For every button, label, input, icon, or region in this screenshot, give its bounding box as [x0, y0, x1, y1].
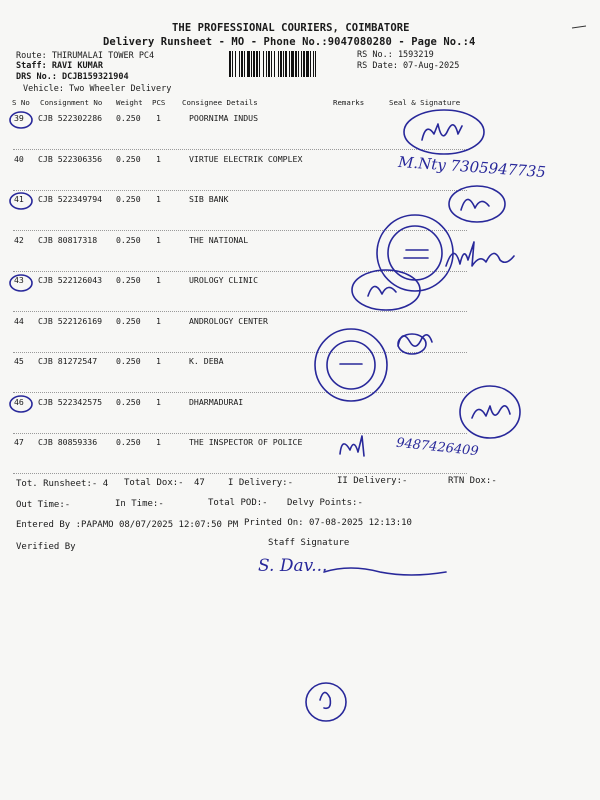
- col-seal-signature: Seal & Signature: [389, 98, 461, 107]
- row-weight: 0.250: [116, 154, 141, 164]
- corner-mark-icon: [570, 18, 590, 34]
- col-weight: Weight: [116, 98, 143, 107]
- in-time: In Time:-: [115, 499, 164, 509]
- rs-number: RS No.: 1593219: [357, 50, 434, 60]
- row-sno: 42: [14, 235, 24, 245]
- row-divider: [13, 433, 467, 434]
- signature-42: [440, 236, 520, 276]
- runsheet-title: Delivery Runsheet - MO - Phone No.:9047080280 - Page No.:4: [103, 36, 476, 48]
- row-weight: 0.250: [116, 275, 141, 285]
- row-pcs: 1: [156, 397, 161, 407]
- row-consignment: CJB 522342575: [38, 397, 103, 407]
- row-consignee: UROLOGY CLINIC: [189, 275, 259, 285]
- printed-on: Printed On: 07-08-2025 12:13:10: [244, 518, 412, 528]
- ii-delivery: II Delivery:-: [337, 476, 408, 486]
- row-consignee: THE INSPECTOR OF POLICE: [189, 437, 303, 447]
- handwritten-circle-41: [8, 190, 34, 212]
- total-dox-label: Total Dox:-: [124, 478, 184, 488]
- route-label: Route: THIRUMALAI TOWER PC4: [16, 51, 155, 61]
- total-pod: Total POD:-: [208, 498, 268, 508]
- row-weight: 0.250: [116, 437, 141, 447]
- row-consignee: THE NATIONAL: [189, 235, 249, 245]
- table-row: [0, 275, 600, 291]
- staff-signature-label: Staff Signature: [268, 538, 350, 548]
- row-divider: [13, 149, 467, 150]
- handwritten-circle-46: [8, 393, 34, 415]
- row-weight: 0.250: [116, 235, 141, 245]
- row-pcs: 1: [156, 275, 161, 285]
- handwritten-note-40: M.Nty 7305947735: [397, 152, 547, 182]
- row-consignment: CJB 522302286: [38, 113, 103, 123]
- table-row: [0, 356, 600, 372]
- row-pcs: 1: [156, 194, 161, 204]
- row-weight: 0.250: [116, 316, 141, 326]
- row-sno: 44: [14, 316, 24, 326]
- handwritten-note-47: 9487426409: [395, 435, 480, 460]
- row-divider: [13, 392, 467, 393]
- row-consignment: CJB 80817318: [38, 235, 98, 245]
- row-consignee: VIRTUE ELECTRIK COMPLEX: [189, 154, 303, 164]
- col-sno: S No: [12, 98, 30, 107]
- row-consignment: CJB 81272547: [38, 356, 98, 366]
- signature-46: [456, 380, 528, 444]
- seal-cbe: [308, 322, 394, 408]
- col-remarks: Remarks: [333, 98, 365, 107]
- signature-43: [348, 266, 428, 316]
- signature-45: [392, 322, 438, 362]
- rtn-dox: RTN Dox:-: [448, 476, 497, 486]
- staff-label: Staff: RAVI KUMAR: [16, 61, 103, 71]
- row-consignment: CJB 80859336: [38, 437, 98, 447]
- table-row: [0, 316, 600, 332]
- row-weight: 0.250: [116, 113, 141, 123]
- verified-by: Verified By: [16, 542, 76, 552]
- barcode: [229, 51, 351, 77]
- signature-underline: [320, 562, 450, 578]
- row-pcs: 1: [156, 356, 161, 366]
- row-consignment: CJB 522306356: [38, 154, 103, 164]
- signature-47: [336, 432, 372, 462]
- row-sno: 45: [14, 356, 24, 366]
- rs-date: RS Date: 07-Aug-2025: [357, 61, 460, 71]
- row-divider: [13, 473, 467, 474]
- row-consignment: CJB 522126043: [38, 275, 103, 285]
- row-pcs: 1: [156, 235, 161, 245]
- row-divider: [13, 190, 467, 191]
- table-header: [0, 98, 600, 114]
- col-consignee: Consignee Details: [182, 98, 258, 107]
- col-consignment: Consignment No: [40, 98, 103, 107]
- row-sno: 47: [14, 437, 24, 447]
- row-pcs: 1: [156, 316, 161, 326]
- row-consignee: K. DEBA: [189, 356, 224, 366]
- staff-signature: S. Dav...: [258, 556, 328, 576]
- row-pcs: 1: [156, 154, 161, 164]
- row-consignee: ANDROLOGY CENTER: [189, 316, 268, 326]
- row-consignee: DHARMADURAI: [189, 397, 244, 407]
- tot-runsheet: Tot. Runsheet:- 4: [16, 479, 109, 489]
- row-pcs: 1: [156, 113, 161, 123]
- row-weight: 0.250: [116, 356, 141, 366]
- row-sno: 39: [14, 113, 24, 123]
- row-sno: 41: [14, 194, 24, 204]
- row-weight: 0.250: [116, 397, 141, 407]
- i-delivery: I Delivery:-: [228, 478, 294, 488]
- delvy-points: Delvy Points:-: [287, 498, 363, 508]
- table-row: [0, 194, 600, 210]
- vehicle-label: Vehicle: Two Wheeler Delivery: [23, 84, 172, 94]
- row-sno: 43: [14, 275, 24, 285]
- row-consignee: SIB BANK: [189, 194, 229, 204]
- handwritten-circle-43: [8, 272, 34, 294]
- handwritten-circle-39: [8, 109, 34, 131]
- row-consignee: POORNIMA INDUS: [189, 113, 259, 123]
- row-consignment: CJB 522126169: [38, 316, 103, 326]
- company-title: THE PROFESSIONAL COURIERS, COIMBATORE: [172, 22, 410, 34]
- bottom-mark-icon: [302, 680, 350, 724]
- row-consignment: CJB 522349794: [38, 194, 103, 204]
- table-row: [0, 113, 600, 129]
- drs-number: DRS No.: DCJB159321904: [16, 72, 129, 82]
- row-sno: 46: [14, 397, 24, 407]
- row-sno: 40: [14, 154, 24, 164]
- col-pcs: PCS: [152, 98, 166, 107]
- row-pcs: 1: [156, 437, 161, 447]
- total-dox-value: 47: [194, 478, 205, 488]
- entered-by: Entered By :PAPAMO 08/07/2025 12:07:50 PM: [16, 520, 239, 530]
- row-weight: 0.250: [116, 194, 141, 204]
- out-time: Out Time:-: [16, 500, 71, 510]
